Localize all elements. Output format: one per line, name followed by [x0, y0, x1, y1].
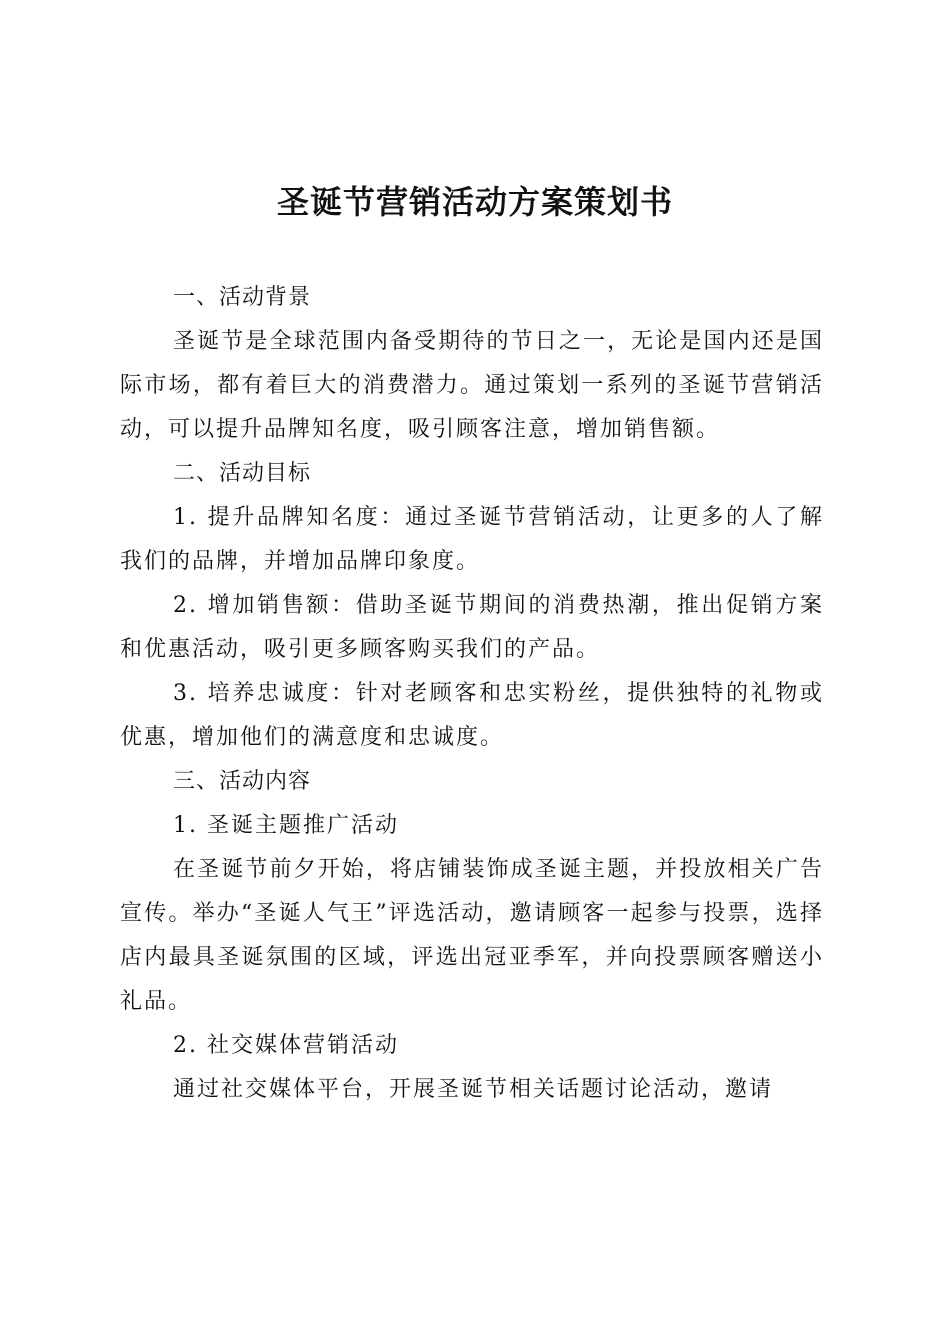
- paragraph-theme-promotion: 在圣诞节前夕开始，将店铺装饰成圣诞主题，并投放相关广告宣传。举办“圣诞人气王”评选活动，邀请顾客一起参与投票，选择店内最具圣诞氛围的区域，评选出冠亚季军，并向投票顾客赠送小礼品。: [120, 857, 824, 1014]
- paragraph-social-media: 通过社交媒体平台，开展圣诞节相关话题讨论活动，邀请: [173, 1077, 774, 1102]
- subheading-social-media: 2. 社交媒体营销活动: [173, 1033, 399, 1058]
- document-title: 圣诞节营销活动方案策划书: [276, 183, 673, 221]
- paragraph-goal-3: 3. 培养忠诚度：针对老顾客和忠实粉丝，提供独特的礼物或优惠，增加他们的满意度和忠诚度。: [120, 681, 824, 750]
- paragraph-goal-1: 1. 提升品牌知名度：通过圣诞节营销活动，让更多的人了解我们的品牌，并增加品牌印象度。: [120, 505, 824, 574]
- section-heading-background: 一、活动背景: [173, 285, 312, 310]
- section-heading-goals: 二、活动目标: [173, 461, 312, 486]
- paragraph-goal-2: 2. 增加销售额：借助圣诞节期间的消费热潮，推出促销方案和优惠活动，吸引更多顾客购买我们的产品。: [120, 593, 824, 662]
- paragraph-background: 圣诞节是全球范围内备受期待的节日之一，无论是国内还是国际市场，都有着巨大的消费潜力。通过策划一系列的圣诞节营销活动，可以提升品牌知名度，吸引顾客注意，增加销售额。: [120, 329, 824, 442]
- subheading-theme-promotion: 1. 圣诞主题推广活动: [173, 813, 399, 838]
- document-body: [120, 276, 824, 1112]
- section-heading-content: 三、活动内容: [173, 769, 312, 794]
